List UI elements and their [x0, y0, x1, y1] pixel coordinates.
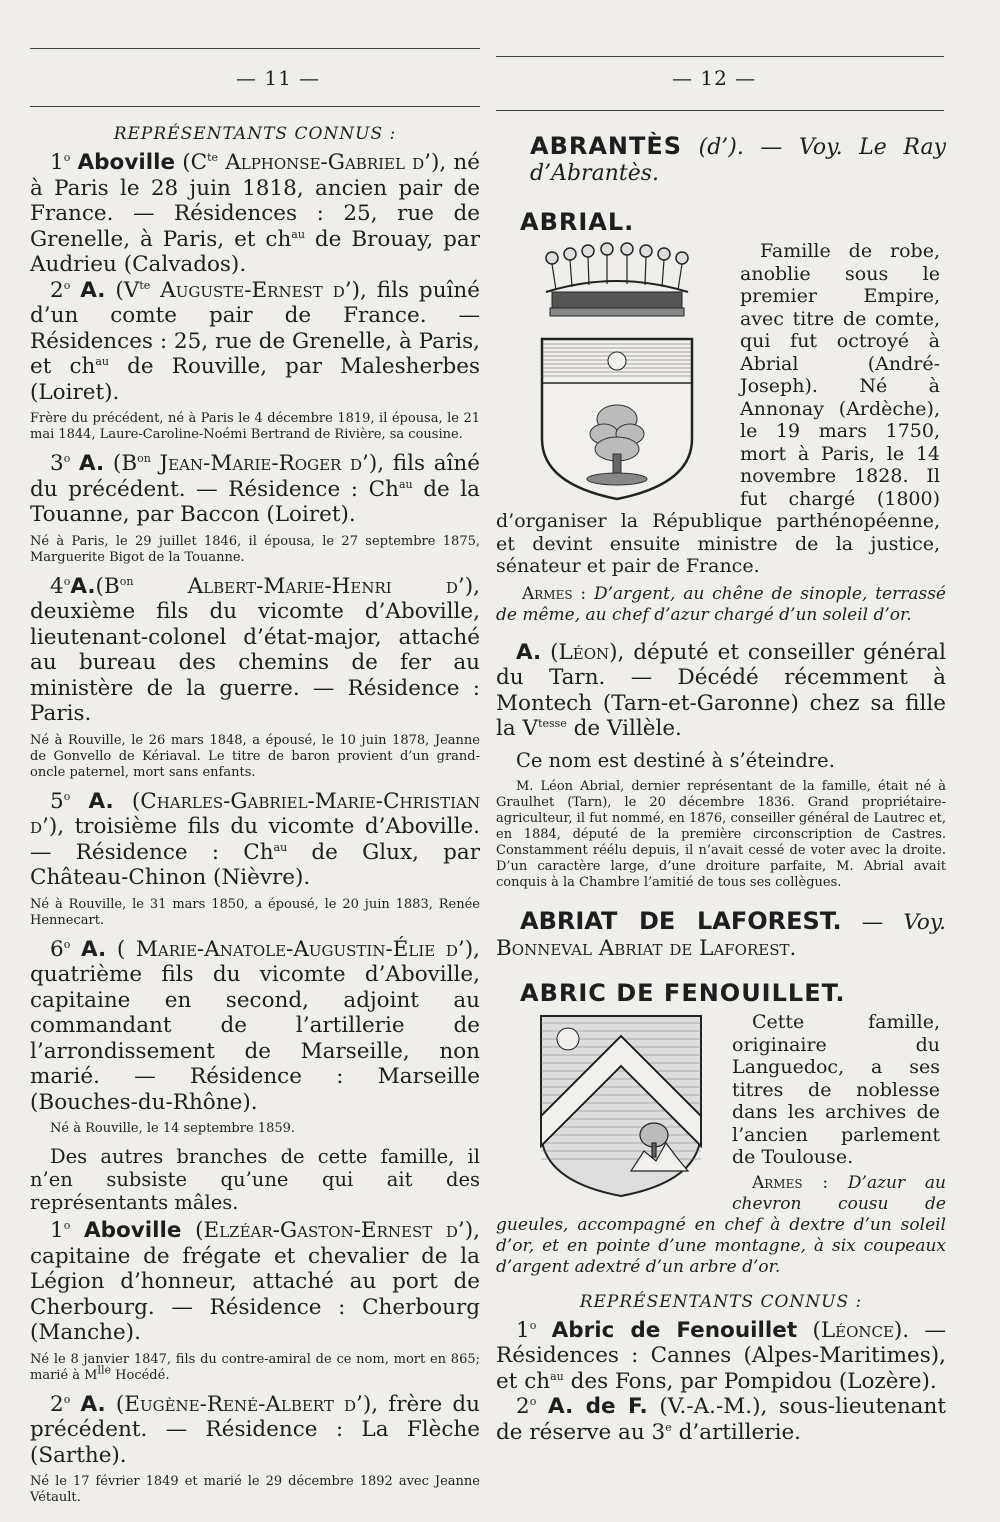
header-rule-left [30, 106, 480, 107]
entry-title: (Léonce). [797, 1317, 910, 1343]
entry-name: A. [88, 788, 114, 814]
entry-note: Né à Rouville, le 31 mars 1850, a épousé, le 20 juin 1883, Renée Hennecart. [30, 896, 480, 928]
entry-text: deuxième fils du vicomte d’Aboville, lieutenant-colonel d’état-major, attaché au bureau des chemins de fer au ministère de la guerre. — Résidence : Paris. [30, 599, 480, 726]
abrial-leon-entry: A. (Léon), député et conseiller général du Tarn. — Décédé récemment à Montech (Tarn-et-Garonne) chez sa fille la $V^{tesse}$ de Villèle. [496, 639, 946, 741]
armes-label: Armes : [522, 583, 587, 604]
entry-name: ABRANTÈS [530, 132, 683, 160]
entry-name: Abric de Fenouillet [551, 1317, 798, 1343]
entry-note: Frère du précédent, né à Paris le 4 décembre 1819, il épousa, le 21 mai 1844, Laure-Caroline-Noémi Bertrand de Rivière, sa cousine. [30, 411, 480, 442]
abric-entry-1: 1$^o$ Abric de Fenouillet (Léonce). — Résidences : Cannes (Alpes-Maritimes), et $ch^{au}$ des Fons, par Pompidou (Lozère). [496, 1317, 946, 1394]
entry-title: ($B^{on}$ Jean-Marie-Roger d’), [104, 451, 385, 476]
abrial-armes: Armes : D’argent, au chêne de sinople, terrassé de même, au chef d’azur chargé d’un soleil d’or. [496, 583, 946, 625]
entry-5: 5$^o$ A. (Charles-Gabriel-Marie-Christian d’), troisième fils du vicomte d’Aboville. — Résidence : $Ch^{au}$ de Glux, par Château-Chinon (Nièvre). [30, 788, 480, 890]
entry-title: ($C^{te}$ Alphonse-Gabriel d’), [182, 150, 447, 175]
abric-entry-2: 2$^o$ A. de F. (V.-A.-M.), sous-lieutenant de réserve au 3e d’artillerie. [496, 1394, 946, 1445]
entry-title: (V.-A.-M.), [647, 1394, 768, 1419]
entry-name: A. [80, 936, 107, 962]
top-rule-left [30, 48, 480, 49]
abric-description: Cette famille, originaire du Languedoc, a ses titres de noblesse dans les archives de l’ancien parlement de Toulouse. [732, 1011, 940, 1168]
entry-6: 6$^o$ A. ( Marie-Anatole-Augustin-Élie d’), quatrième fils du vicomte d’Aboville, capitaine en second, adjoint au commandant de l’artillerie de l’arrondissement de Marseille, non marié. — Résidence : Marseille (Bouches-du-Rhône). [30, 936, 480, 1115]
header-rule-right [496, 110, 944, 111]
entry-f1: 1$^o$ Aboville (Elzéar-Gaston-Ernest d’), capitaine de frégate et chevalier de la Légion d’honneur, attaché au port de Cherbourg. — Résidence : Cherbourg (Manche). [30, 1218, 480, 1345]
entry-title: (Elzéar-Gaston-Ernest d’), [181, 1218, 480, 1243]
entry-note: Né à Paris, le 29 juillet 1846, il épousa, le 27 septembre 1875, Marguerite Bigot de la Touanne. [30, 533, 480, 565]
left-page-number: — 11 — [236, 66, 321, 90]
entry-2: 2$^o$ A. ($V^{te}$ Auguste-Ernest d’), fils puîné d’un comte pair de France. — Résidences : 25, rue de Grenelle, à Paris, et $ch^{au}$ de Rouville, par Malesherbes (Loiret). [30, 277, 480, 405]
armes-label: Armes : [752, 1172, 829, 1193]
top-rule-right [496, 56, 944, 57]
shield-icon [532, 334, 702, 504]
entry-number: 1 [50, 150, 64, 175]
entry-title: (Léon), [541, 639, 625, 665]
entry-text: fils puîné d’un comte pair de France. — Résidences : 25, rue de Grenelle, à Paris, et ch [30, 277, 480, 379]
entry-text: frère du précédent. — Résidence : La Flèche (Sarthe). [30, 1391, 480, 1468]
abrantes-entry [530, 134, 946, 186]
entry-text: (d’). — Voy. Le Ray d’Abrantès. [530, 135, 946, 186]
entry-text: député et conseiller général du Tarn. — Décédé récemment à Montech (Tarn-et-Garonne) chez sa fille la V [496, 639, 946, 741]
entry-note: Né à Rouville, le 26 mars 1848, a épousé, le 10 juin 1878, Jeanne de Gonvello de Kériaval. Le titre de baron provient d’un grand-oncle paternel, mort sans enfants. [30, 732, 480, 780]
entry-title: (Eugène-René-Albert d’), [105, 1391, 379, 1417]
entry-note: Né le 17 février 1849 et marié le 29 décembre 1892 avec Jeanne Vétault. [30, 1474, 480, 1505]
branch-paragraph: Des autres branches de cette famille, il n’en subsiste qu’une qui ait des représentants mâles. [30, 1145, 480, 1214]
entry-text: sous-lieutenant de réserve au 3 [496, 1394, 946, 1445]
family-heading-abric: ABRIC DE FENOUILLET. [520, 979, 846, 1007]
right-column [496, 134, 946, 1445]
entry-note: Né le 8 janvier 1847, fils du contre-amiral de ce nom, mort en 865; marié à $M^{lle}$ Hocédé. [30, 1351, 480, 1383]
section-heading: REPRÉSENTANTS CONNUS : [579, 1291, 863, 1312]
family-heading-abrial: ABRIAL. [520, 208, 635, 236]
entry-name: ABRIAT DE LAFOREST. [520, 907, 842, 935]
entry-name: A. [516, 639, 542, 665]
abrial-extinct: Ce nom est destiné à s’éteindre. [516, 748, 835, 772]
entry-name: Aboville [83, 1218, 182, 1243]
coronet-icon [532, 240, 702, 330]
abrial-note: M. Léon Abrial, dernier représentant de la famille, était né à Graulhet (Tarn), le 20 décembre 1836. Grand propriétaire-agriculteur, il fut nommé, en 1876, conseiller général de Lautrec et, en 1884, député de la première circonscription de Castres. Constamment réélu depuis, il n’avait cessé de voter avec la droite. D’un caractère large, d’une droiture parfaite, M. Abrial avait conquis à la Chambre l’amitié de tous ses collègues. [496, 779, 946, 890]
left-column [30, 120, 480, 1514]
sun-icon [608, 352, 626, 370]
entry-title: ($V^{te}$ Auguste-Ernest d’), [105, 277, 367, 303]
entry-name: A. [80, 277, 106, 303]
entry-name: A. [79, 451, 105, 476]
entry-text: capitaine de frégate et chevalier de la Légion d’honneur, attaché au port de Cherbourg. — Résidence : Cherbourg (Manche). [30, 1243, 480, 1345]
entry-title: ($B^{on}$ Albert-Marie-Henri d’), [95, 573, 480, 599]
abrial-description: Famille de robe, anoblie sous le premier Empire, avec titre de comte, qui fut octroyé à Abrial (André-Joseph). Né à Annonay (Ardèche), le 19 mars 1750, mort à Paris, le 14 novembre 1828. Il fut chargé (1800) d’organiser la République parthénopéenne, et devint ensuite ministre de la justice, sénateur et pair de France. [496, 240, 940, 577]
abric-block [496, 1011, 946, 1278]
entry-4: $4^oA.(B^{on}$ Albert-Marie-Henri d’), deuxième fils du vicomte d’Aboville, lieutenant-colonel d’état-major, attaché au bureau des chemins de fer au ministère de la guerre. — Résidence : Paris. [30, 573, 480, 726]
right-page-number: — 12 — [672, 66, 757, 90]
entry-text: né à Paris le 28 juin 1818, ancien pair de France. — Résidences : 25, rue de Grenelle, à Paris, et ch [30, 150, 480, 252]
entry-name: A. de F. [548, 1394, 648, 1419]
sun-icon [557, 1028, 579, 1050]
entry-3: 3$^o$ A. ($B^{on}$ Jean-Marie-Roger d’), fils aîné du précédent. — Résidence : $Ch^{au}$ de la Touanne, par Baccon (Loiret). [30, 451, 480, 527]
entry-title: ( Marie-Anatole-Augustin-Élie d’), [106, 936, 480, 962]
section-heading: REPRÉSENTANTS CONNUS : [113, 124, 397, 144]
abric-armes: Armes : D’azur au chevron cousu de gueules, accompagné en chef à dextre d’un soleil d’or, et en pointe d’une montagne, à six coupeaux d’argent adextré d’un arbre d’or. [496, 1172, 946, 1277]
abrial-arms [532, 240, 726, 508]
entry-name: A. [70, 573, 96, 599]
entry-text: — Résidences : Cannes (Alpes-Maritimes), et ch [496, 1317, 946, 1394]
shield-icon [536, 1011, 706, 1201]
abric-arms [536, 1011, 716, 1205]
entry-note: Né à Rouville, le 14 septembre 1859. [50, 1121, 296, 1136]
entry-f2: 2$^o$ A. (Eugène-René-Albert d’), frère du précédent. — Résidence : La Flèche (Sarthe). [30, 1391, 480, 1468]
entry-text: troisième fils du vicomte d’Aboville. — Résidence : Ch [30, 814, 480, 865]
abrial-block [496, 240, 946, 578]
entry-title: (Charles-Gabriel-Marie-Christian d’), [30, 788, 480, 839]
entry-name: A. [80, 1391, 106, 1417]
entry-name: Aboville [77, 150, 176, 175]
entry-text: quatrième fils du vicomte d’Aboville, capitaine en second, adjoint au commandant de l’artillerie de l’arrondissement de Marseille, non marié. — Résidence : Marseille (Bouches-du-Rhône). [30, 962, 480, 1115]
abriat-entry: ABRIAT DE LAFOREST. — Voy. Bonneval Abriat de Laforest. [496, 907, 946, 961]
entry-text: fils aîné du précédent. — Résidence : Ch [30, 451, 480, 502]
entry-1: 1$^o$ Aboville ($C^{te}$ Alphonse-Gabriel d’), né à Paris le 28 juin 1818, ancien pair de France. — Résidences : 25, rue de Grenelle, à Paris, et $ch^{au}$ de Brouay, par Audrieu (Calvados). [30, 150, 480, 277]
